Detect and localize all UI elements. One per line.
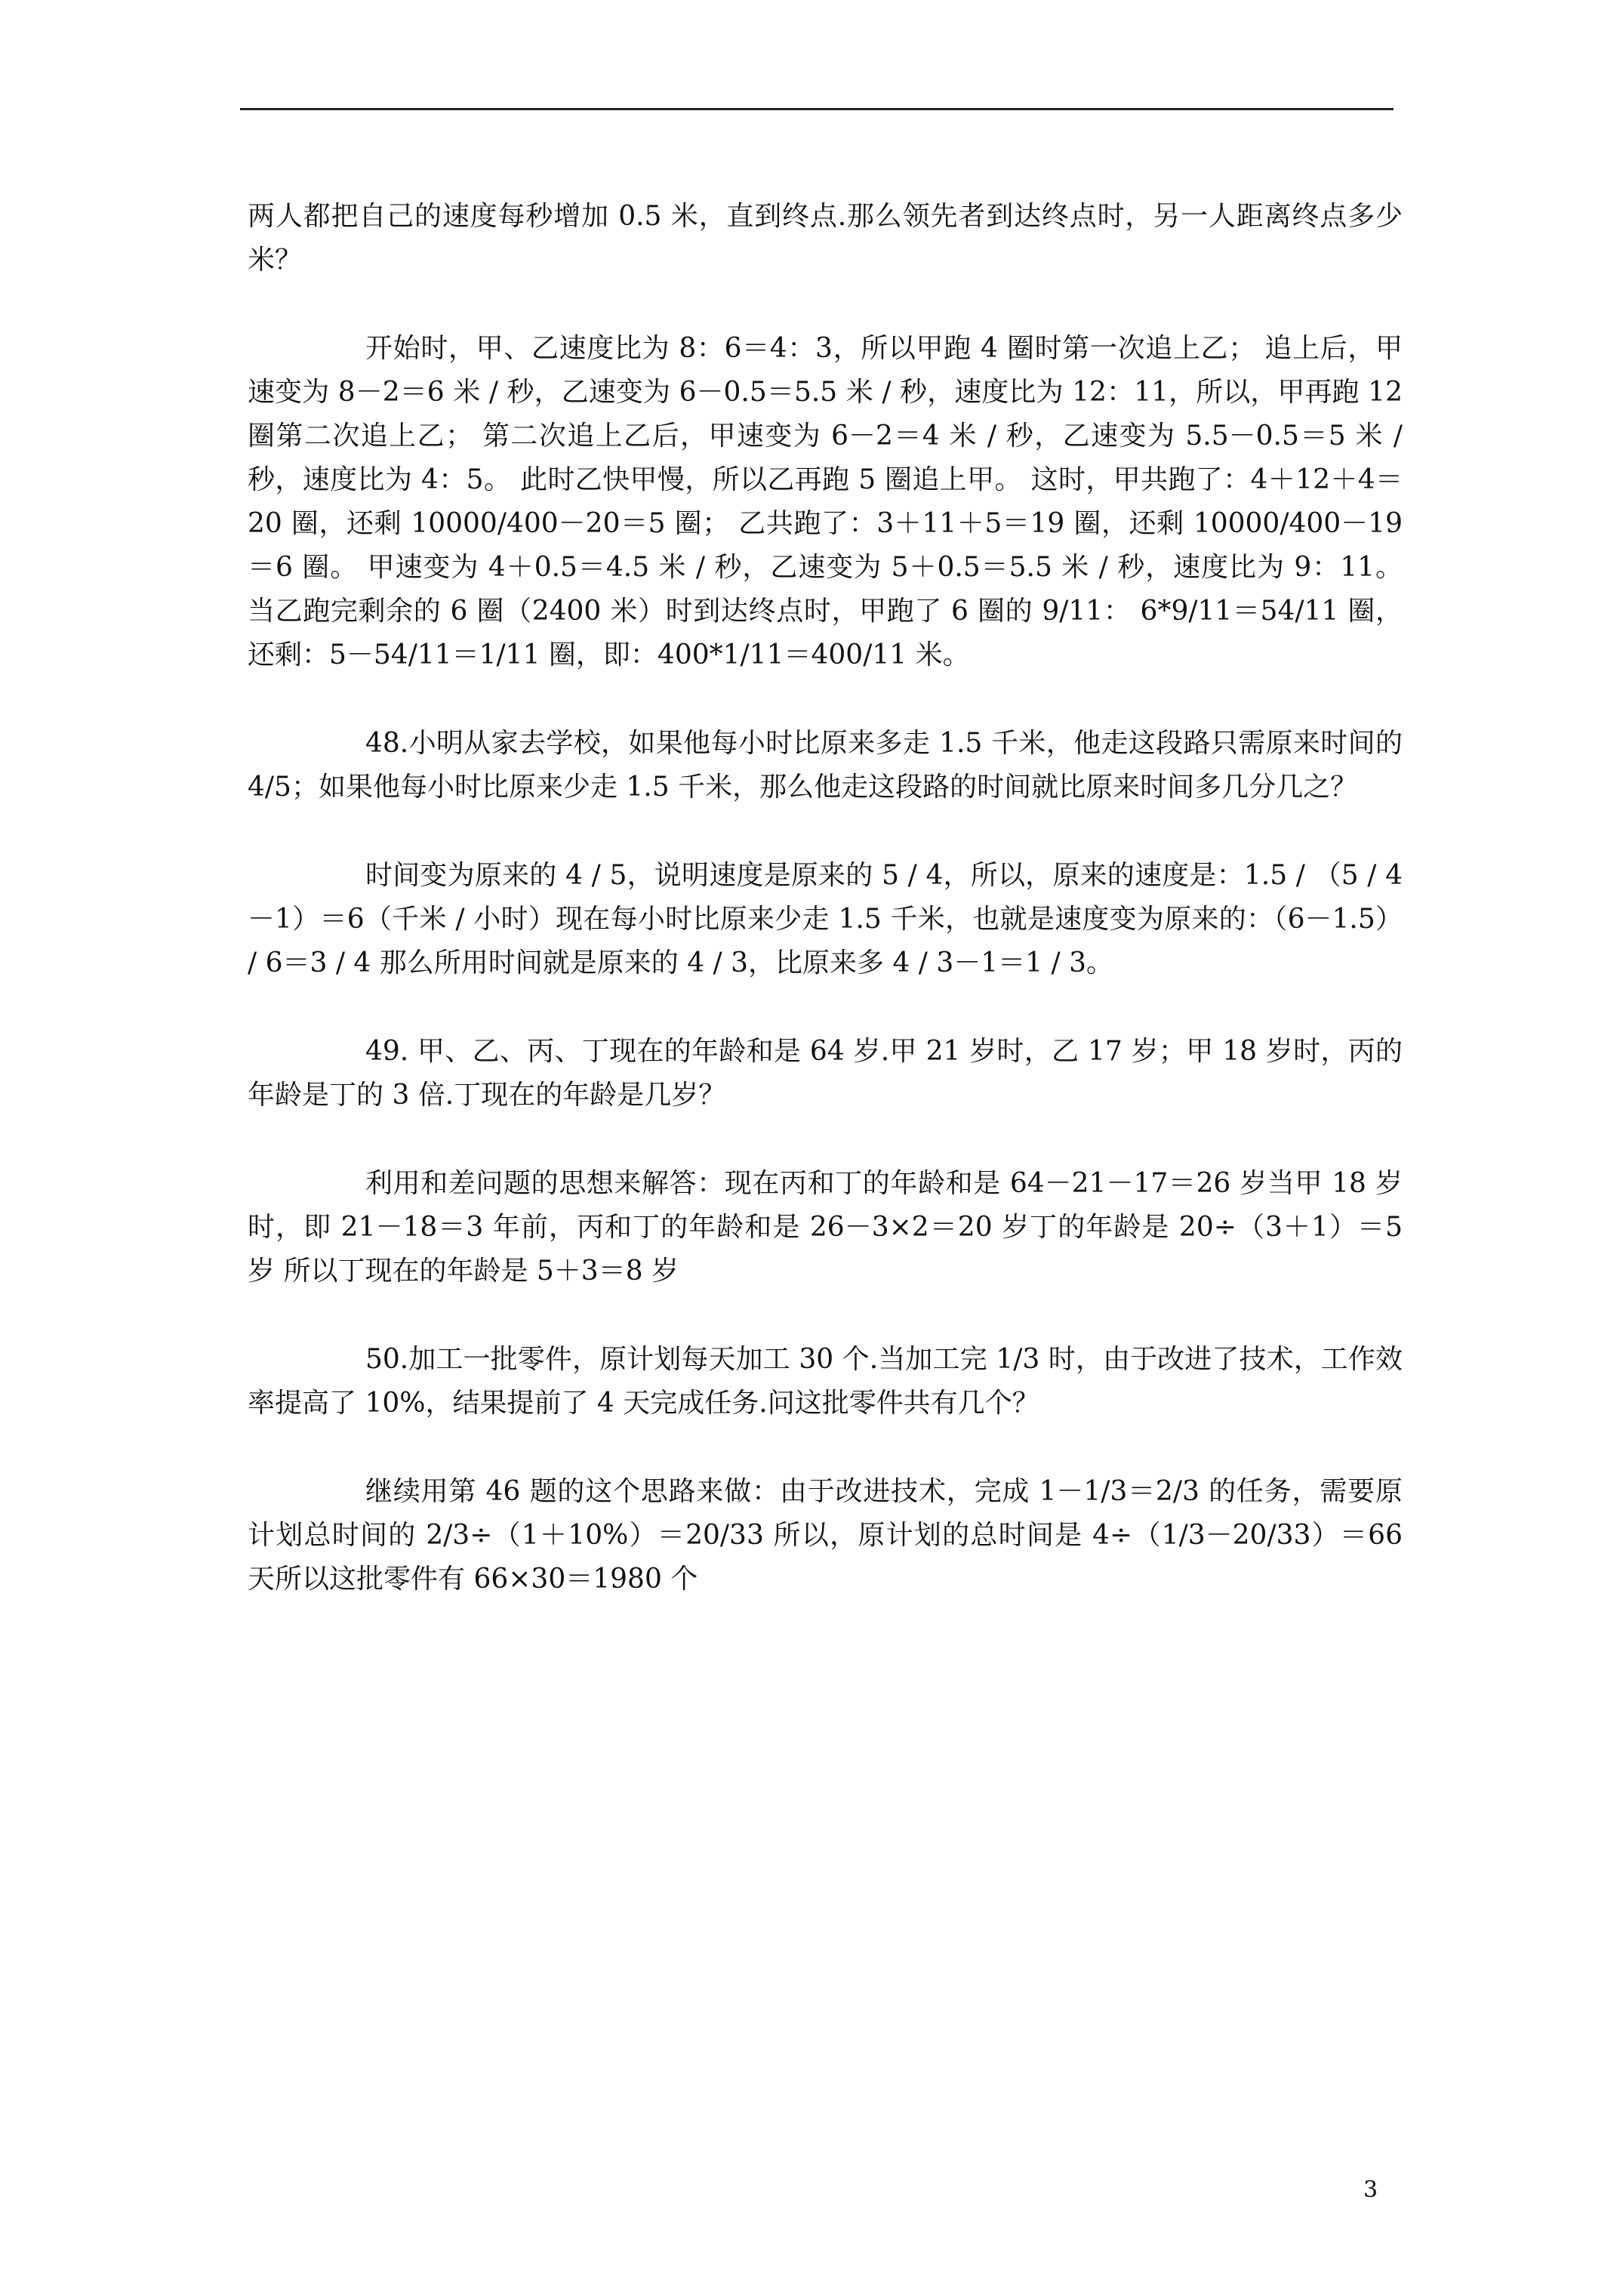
paragraph-problem-49: 49. 甲、乙、丙、丁现在的年龄和是 64 岁.甲 21 岁时，乙 17 岁；甲 18 岁时，丙的年龄是丁的 3 倍.丁现在的年龄是几岁？ xyxy=(248,1036,1403,1111)
paragraph-problem-48: 48.小明从家去学校，如果他每小时比原来多走 1.5 千米，他走这段路只需原来时间的 4/5；如果他每小时比原来少走 1.5 千米，那么他走这段路的时间就比原来时间多几分几之？ xyxy=(248,728,1403,803)
document-body xyxy=(248,195,1403,1646)
paragraph-solution-49: 利用和差问题的思想来解答：现在丙和丁的年龄和是 64－21－17＝26 岁当甲 18 岁时，即 21－18＝3 年前，丙和丁的年龄和是 26－3×2＝20 岁丁的年龄是 20÷（3＋1）＝5 岁 所以丁现在的年龄是 5＋3＝8 岁 xyxy=(248,1168,1403,1287)
header-rule xyxy=(240,108,1394,110)
paragraph-solution-50: 继续用第 46 题的这个思路来做：由于改进技术，完成 1－1/3＝2/3 的任务，需要原计划总时间的 2/3÷（1＋10%）＝20/33 所以，原计划的总时间是 4÷（1/3－20/33）＝66 天所以这批零件有 66×30＝1980 个 xyxy=(248,1476,1403,1595)
paragraph-solution-48: 时间变为原来的 4 / 5，说明速度是原来的 5 / 4，所以，原来的速度是：1.5 / （5 / 4－1）＝6（千米 / 小时）现在每小时比原来少走 1.5 千米，也就是速度变为原来的：（6－1.5） / 6＝3 / 4 那么所用时间就是原来的 4 / 3，比原来多 4 / 3－1＝1 / 3。 xyxy=(248,860,1403,978)
page-number: 3 xyxy=(1363,2177,1378,2203)
paragraph-problem-50: 50.加工一批零件，原计划每天加工 30 个.当加工完 1/3 时，由于改进了技术，工作效率提高了 10%，结果提前了 4 天完成任务.问这批零件共有几个？ xyxy=(248,1344,1403,1419)
paragraph-problem-47-continuation: 两人都把自己的速度每秒增加 0.5 米，直到终点.那么领先者到达终点时，另一人距离终点多少米？ xyxy=(248,201,1403,276)
paragraph-solution-47: 开始时，甲、乙速度比为 8：6＝4：3，所以甲跑 4 圈时第一次追上乙； 追上后，甲速变为 8－2＝6 米 / 秒，乙速变为 6－0.5＝5.5 米 / 秒，速度比为 12：11，所以，甲再跑 12 圈第二次追上乙； 第二次追上乙后，甲速变为 6－2＝4 米 / 秒，乙速变为 5.5－0.5＝5 米 / 秒，速度比为 4：5。 此时乙快甲慢，所以乙再跑 5 圈追上甲。 这时，甲共跑了：4＋12＋4＝20 圈，还剩 10000/400－20＝5 圈； 乙共跑了：3＋11＋5＝19 圈，还剩 10000/400－19＝6 圈。 甲速变为 4＋0.5＝4.5 米 / 秒，乙速变为 5＋0.5＝5.5 米 / 秒，速度比为 9：11。 当乙跑完剩余的 6 圈（2400 米）时到达终点时，甲跑了 6 圈的 9/11： 6*9/11＝54/11 圈，还剩：5－54/11＝1/11 圈，即：400*1/11＝400/11 米。 xyxy=(248,333,1403,670)
